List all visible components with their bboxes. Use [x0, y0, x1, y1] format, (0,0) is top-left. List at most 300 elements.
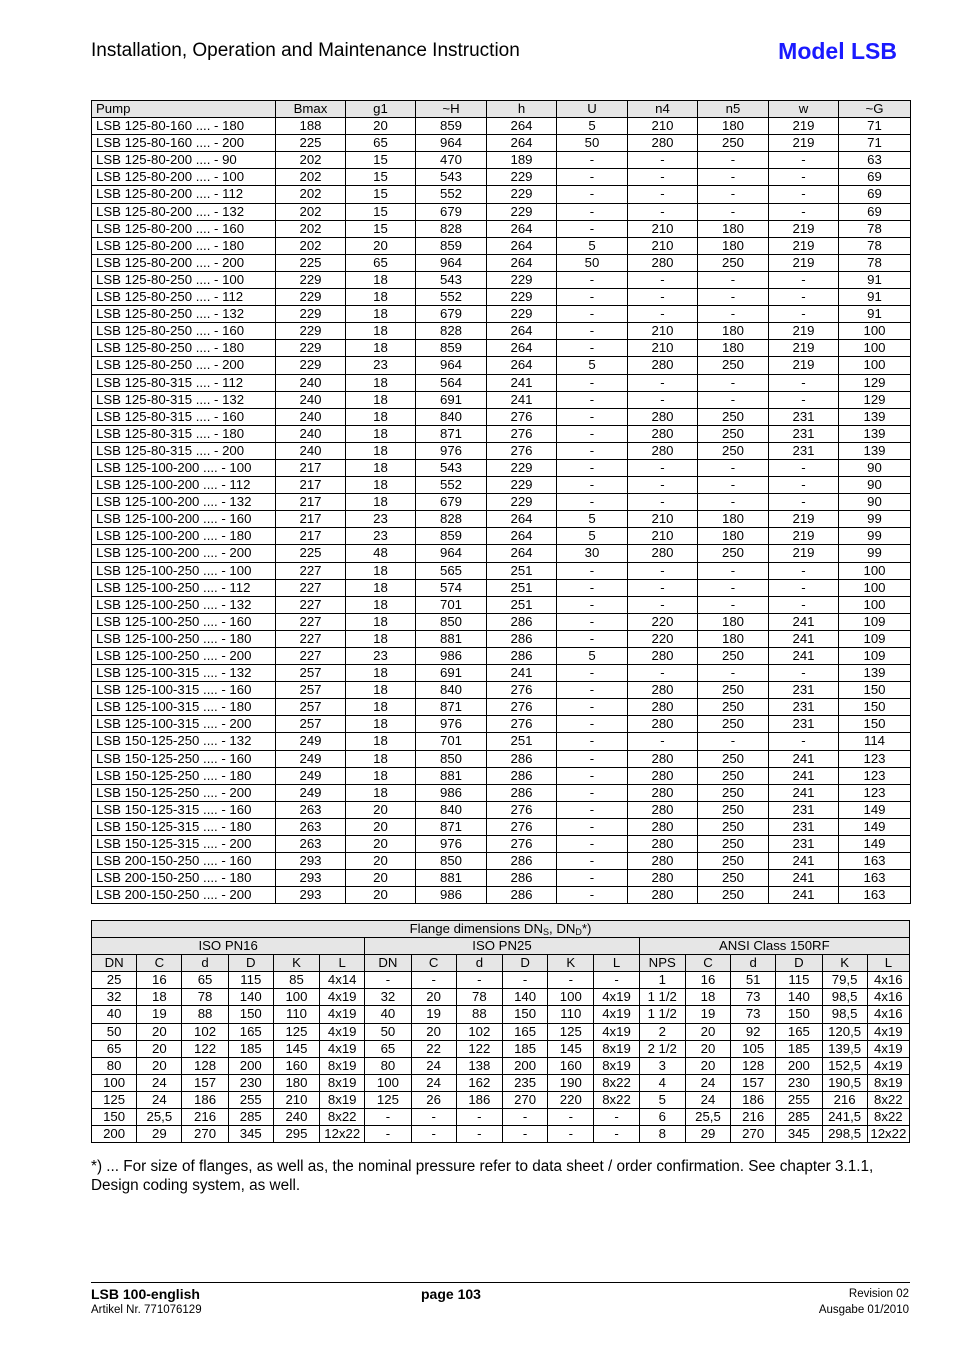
table-cell: 4x14	[320, 972, 365, 989]
table-cell: 229	[276, 323, 346, 340]
table-cell: 18	[346, 784, 416, 801]
table-row	[92, 767, 911, 784]
table-cell: 219	[769, 545, 839, 562]
table-cell: 114	[839, 733, 911, 750]
footnote: *) ... For size of flanges, as well as, the nominal pressure refer to data sheet / order confirmation. See chapter 3.1.1, Design coding system, as well.	[91, 1158, 874, 1194]
table-cell: 15	[346, 220, 416, 237]
table-row	[92, 682, 911, 699]
pump-name-cell: LSB 125-100-200 .... - 132	[92, 494, 276, 511]
table-cell: 250	[698, 425, 769, 442]
table-cell: 210	[628, 511, 698, 528]
table-row	[92, 1126, 910, 1143]
table-cell: 229	[487, 306, 557, 323]
table-cell: -	[628, 152, 698, 169]
table-cell: 986	[416, 648, 487, 665]
table-cell: -	[769, 459, 839, 476]
pump-name-cell: LSB 125-80-200 .... - 200	[92, 254, 276, 271]
table-row	[92, 972, 910, 989]
table-cell: -	[557, 596, 628, 613]
table-cell: 986	[416, 887, 487, 904]
column-header: n4	[628, 101, 698, 118]
pump-name-cell: LSB 125-100-250 .... - 132	[92, 596, 276, 613]
table-cell: 280	[628, 408, 698, 425]
pump-name-cell: LSB 125-80-160 .... - 200	[92, 135, 276, 152]
table-cell: 73	[731, 1006, 776, 1023]
table-cell: -	[628, 391, 698, 408]
table-cell: 90	[839, 477, 911, 494]
pump-name-cell: LSB 125-80-250 .... - 100	[92, 271, 276, 288]
table-cell: 180	[273, 1074, 319, 1091]
table-cell: -	[594, 972, 639, 989]
table-cell: 20	[346, 836, 416, 853]
table-cell: 250	[698, 750, 769, 767]
table-cell: 18	[346, 271, 416, 288]
table-cell: 691	[416, 665, 487, 682]
column-header: L	[867, 955, 909, 972]
pump-name-cell: LSB 125-100-200 .... - 180	[92, 528, 276, 545]
table-cell: 263	[276, 818, 346, 835]
table-cell: -	[594, 1109, 639, 1126]
table-row	[92, 306, 911, 323]
table-cell: 185	[228, 1040, 273, 1057]
table-row	[92, 459, 911, 476]
table-cell: 295	[273, 1126, 319, 1143]
table-cell: 280	[628, 699, 698, 716]
table-cell: 110	[273, 1006, 319, 1023]
table-cell: 231	[769, 408, 839, 425]
table-cell: 165	[776, 1023, 822, 1040]
table-cell: 100	[839, 340, 911, 357]
table-cell: 828	[416, 323, 487, 340]
pump-name-cell: LSB 125-80-315 .... - 160	[92, 408, 276, 425]
table-cell: 18	[346, 340, 416, 357]
table-cell: 241	[769, 648, 839, 665]
table-cell: 345	[776, 1126, 822, 1143]
table-cell: -	[698, 169, 769, 186]
table-cell: 263	[276, 801, 346, 818]
pump-name-cell: LSB 125-80-250 .... - 112	[92, 289, 276, 306]
table-cell: 976	[416, 716, 487, 733]
table-row	[92, 733, 911, 750]
table-cell: 840	[416, 682, 487, 699]
table-cell: 15	[346, 152, 416, 169]
table-cell: 701	[416, 596, 487, 613]
table-cell: -	[557, 665, 628, 682]
table-cell: 18	[346, 425, 416, 442]
table-cell: 250	[698, 818, 769, 835]
table-cell: 200	[228, 1057, 273, 1074]
table-cell: 186	[456, 1091, 502, 1108]
table-cell: 125	[273, 1023, 319, 1040]
table-row	[92, 237, 911, 254]
table-cell: 240	[276, 425, 346, 442]
flange-group-row	[92, 938, 910, 955]
pump-name-cell: LSB 150-125-250 .... - 180	[92, 767, 276, 784]
table-cell: 881	[416, 870, 487, 887]
table-cell: 100	[365, 1074, 411, 1091]
table-row	[92, 374, 911, 391]
table-cell: 20	[346, 818, 416, 835]
table-cell: -	[769, 271, 839, 288]
table-cell: -	[557, 562, 628, 579]
table-cell: 257	[276, 716, 346, 733]
table-cell: 8	[639, 1126, 685, 1143]
table-cell: 18	[137, 989, 182, 1006]
table-cell: -	[698, 186, 769, 203]
table-cell: 859	[416, 528, 487, 545]
table-cell: 701	[416, 733, 487, 750]
table-cell: 231	[769, 442, 839, 459]
table-cell: 250	[698, 784, 769, 801]
table-row	[92, 477, 911, 494]
group-ansi-150rf: ANSI Class 150RF	[639, 938, 909, 955]
table-cell: 110	[548, 1006, 594, 1023]
table-cell: 280	[628, 853, 698, 870]
table-cell: 250	[698, 801, 769, 818]
table-cell: 251	[487, 562, 557, 579]
table-cell: -	[628, 665, 698, 682]
pump-name-cell: LSB 125-100-200 .... - 160	[92, 511, 276, 528]
table-cell: 219	[769, 511, 839, 528]
table-row	[92, 203, 911, 220]
table-row	[92, 887, 911, 904]
table-row	[92, 323, 911, 340]
table-cell: 180	[698, 118, 769, 135]
pump-name-cell: LSB 150-125-250 .... - 200	[92, 784, 276, 801]
table-cell: 270	[731, 1126, 776, 1143]
table-cell: 150	[839, 716, 911, 733]
table-cell: 280	[628, 135, 698, 152]
table-cell: 216	[822, 1091, 867, 1108]
table-cell: 1	[639, 972, 685, 989]
table-cell: 50	[557, 254, 628, 271]
table-cell: 276	[487, 699, 557, 716]
table-cell: 78	[456, 989, 502, 1006]
table-cell: 32	[92, 989, 137, 1006]
table-cell: 150	[228, 1006, 273, 1023]
table-cell: 128	[731, 1057, 776, 1074]
table-cell: 63	[839, 152, 911, 169]
table-cell: -	[557, 818, 628, 835]
table-cell: 20	[411, 1023, 456, 1040]
table-cell: 80	[92, 1057, 137, 1074]
table-cell: 828	[416, 220, 487, 237]
column-header: w	[769, 101, 839, 118]
table-cell: -	[548, 1126, 594, 1143]
table-cell: 19	[411, 1006, 456, 1023]
table-cell: 186	[182, 1091, 228, 1108]
table-cell: 264	[487, 237, 557, 254]
table-cell: -	[698, 477, 769, 494]
table-cell: 216	[731, 1109, 776, 1126]
flange-title-row	[92, 921, 910, 938]
pump-name-cell: LSB 125-100-315 .... - 200	[92, 716, 276, 733]
table-cell: -	[769, 203, 839, 220]
table-cell: 264	[487, 135, 557, 152]
table-cell: 210	[628, 220, 698, 237]
table-cell: 23	[346, 357, 416, 374]
table-cell: 286	[487, 750, 557, 767]
table-row	[92, 1023, 910, 1040]
table-cell: -	[456, 1126, 502, 1143]
table-cell: 286	[487, 784, 557, 801]
table-cell: 859	[416, 118, 487, 135]
table-cell: 149	[839, 801, 911, 818]
table-row	[92, 801, 911, 818]
table-cell: 229	[487, 477, 557, 494]
table-cell: 229	[487, 186, 557, 203]
table-cell: 129	[839, 374, 911, 391]
table-cell: 202	[276, 237, 346, 254]
table-cell: 8x19	[320, 1057, 365, 1074]
table-cell: -	[698, 391, 769, 408]
table-cell: 123	[839, 784, 911, 801]
table-cell: 115	[228, 972, 273, 989]
table-row	[92, 579, 911, 596]
table-cell: -	[557, 391, 628, 408]
table-cell: 202	[276, 203, 346, 220]
table-cell: 12x22	[320, 1126, 365, 1143]
table-cell: -	[557, 459, 628, 476]
table-cell: 157	[182, 1074, 228, 1091]
table-cell: 78	[839, 237, 911, 254]
table-cell: 964	[416, 135, 487, 152]
table-cell: 986	[416, 784, 487, 801]
table-cell: 264	[487, 323, 557, 340]
table-cell: 20	[685, 1023, 730, 1040]
table-cell: -	[769, 665, 839, 682]
table-row	[92, 870, 911, 887]
table-row	[92, 853, 911, 870]
table-cell: 219	[769, 237, 839, 254]
table-cell: 18	[346, 562, 416, 579]
pump-name-cell: LSB 125-80-200 .... - 90	[92, 152, 276, 169]
table-cell: 543	[416, 459, 487, 476]
table-cell: 24	[685, 1091, 730, 1108]
table-cell: 552	[416, 289, 487, 306]
table-cell: 293	[276, 853, 346, 870]
table-cell: 139,5	[822, 1040, 867, 1057]
pump-name-cell: LSB 125-80-250 .... - 180	[92, 340, 276, 357]
table-cell: 4x19	[320, 1040, 365, 1057]
table-cell: -	[557, 750, 628, 767]
table-cell: 964	[416, 545, 487, 562]
pump-name-cell: LSB 125-100-200 .... - 100	[92, 459, 276, 476]
table-cell: 180	[698, 528, 769, 545]
table-cell: 276	[487, 818, 557, 835]
table-cell: 190,5	[822, 1074, 867, 1091]
table-cell: 250	[698, 442, 769, 459]
column-header: DN	[92, 955, 137, 972]
table-cell: -	[557, 442, 628, 459]
table-cell: 69	[839, 203, 911, 220]
table-cell: 225	[276, 545, 346, 562]
table-cell: -	[628, 733, 698, 750]
table-cell: 470	[416, 152, 487, 169]
table-cell: -	[698, 733, 769, 750]
table-cell: 345	[228, 1126, 273, 1143]
table-cell: 285	[776, 1109, 822, 1126]
pump-name-cell: LSB 150-125-315 .... - 200	[92, 836, 276, 853]
pump-name-cell: LSB 125-80-315 .... - 112	[92, 374, 276, 391]
pump-name-cell: LSB 200-150-250 .... - 180	[92, 870, 276, 887]
table-cell: -	[628, 289, 698, 306]
table-row	[92, 836, 911, 853]
table-cell: -	[769, 289, 839, 306]
table-cell: 18	[346, 716, 416, 733]
table-cell: 152,5	[822, 1057, 867, 1074]
pump-name-cell: LSB 125-80-200 .... - 112	[92, 186, 276, 203]
table-cell: 150	[839, 682, 911, 699]
table-cell: 129	[839, 391, 911, 408]
table-cell: 293	[276, 887, 346, 904]
table-cell: 2 1/2	[639, 1040, 685, 1057]
column-header: L	[320, 955, 365, 972]
table-row	[92, 1006, 910, 1023]
table-cell: -	[769, 306, 839, 323]
table-cell: 280	[628, 254, 698, 271]
table-cell: 850	[416, 613, 487, 630]
table-cell: 78	[839, 220, 911, 237]
table-cell: 225	[276, 254, 346, 271]
table-cell: 250	[698, 870, 769, 887]
table-cell: 139	[839, 665, 911, 682]
table-cell: 18	[346, 289, 416, 306]
table-cell: -	[557, 784, 628, 801]
table-cell: 217	[276, 459, 346, 476]
table-cell: -	[557, 340, 628, 357]
table-cell: 231	[769, 682, 839, 699]
table-cell: -	[769, 477, 839, 494]
table-cell: 264	[487, 340, 557, 357]
table-cell: 69	[839, 186, 911, 203]
table-cell: 122	[456, 1040, 502, 1057]
table-cell: 230	[776, 1074, 822, 1091]
table-cell: 91	[839, 289, 911, 306]
pump-name-cell: LSB 125-80-315 .... - 132	[92, 391, 276, 408]
table-cell: 280	[628, 425, 698, 442]
table-cell: 230	[228, 1074, 273, 1091]
table-cell: 29	[685, 1126, 730, 1143]
table-cell: 219	[769, 323, 839, 340]
table-cell: 229	[487, 494, 557, 511]
table-cell: -	[557, 186, 628, 203]
table-cell: -	[628, 306, 698, 323]
table-cell: 286	[487, 630, 557, 647]
table-cell: 257	[276, 665, 346, 682]
table-cell: -	[628, 579, 698, 596]
table-cell: -	[365, 972, 411, 989]
group-iso-pn25: ISO PN25	[365, 938, 639, 955]
table-cell: 229	[276, 289, 346, 306]
table-cell: 140	[228, 989, 273, 1006]
table-cell: 185	[502, 1040, 547, 1057]
table-cell: 241,5	[822, 1109, 867, 1126]
table-cell: 165	[502, 1023, 547, 1040]
table-cell: 210	[628, 340, 698, 357]
column-header: K	[273, 955, 319, 972]
table-cell: 280	[628, 801, 698, 818]
footer-edition: Ausgabe 01/2010	[818, 1304, 909, 1316]
table-cell: 217	[276, 477, 346, 494]
table-cell: 18	[346, 750, 416, 767]
table-cell: 5	[557, 357, 628, 374]
pump-name-cell: LSB 200-150-250 .... - 160	[92, 853, 276, 870]
table-cell: 150	[776, 1006, 822, 1023]
table-cell: 78	[182, 989, 228, 1006]
table-cell: -	[769, 374, 839, 391]
table-row	[92, 152, 911, 169]
table-cell: 241	[769, 870, 839, 887]
table-cell: 100	[839, 562, 911, 579]
table-cell: 50	[92, 1023, 137, 1040]
pump-name-cell: LSB 125-80-315 .... - 180	[92, 425, 276, 442]
table-cell: 240	[273, 1109, 319, 1126]
table-cell: 180	[698, 613, 769, 630]
table-cell: 15	[346, 186, 416, 203]
table-cell: 5	[557, 511, 628, 528]
table-cell: 80	[365, 1057, 411, 1074]
table-cell: 240	[276, 408, 346, 425]
column-header: U	[557, 101, 628, 118]
table-cell: 241	[769, 630, 839, 647]
table-cell: 150	[839, 699, 911, 716]
table-cell: 227	[276, 562, 346, 579]
table-cell: 125	[365, 1091, 411, 1108]
table-cell: 241	[769, 767, 839, 784]
table-cell: 73	[731, 989, 776, 1006]
table-cell: 976	[416, 442, 487, 459]
table-cell: 50	[557, 135, 628, 152]
table-cell: 564	[416, 374, 487, 391]
table-cell: -	[502, 1109, 547, 1126]
table-cell: 210	[628, 323, 698, 340]
table-cell: 859	[416, 340, 487, 357]
table-cell: 18	[346, 477, 416, 494]
table-cell: 964	[416, 254, 487, 271]
table-cell: 229	[487, 271, 557, 288]
table-cell: -	[698, 289, 769, 306]
table-cell: 88	[182, 1006, 228, 1023]
table-cell: 8x19	[320, 1091, 365, 1108]
table-cell: 210	[628, 237, 698, 254]
table-cell: 18	[346, 442, 416, 459]
table-cell: 140	[776, 989, 822, 1006]
table-cell: 840	[416, 408, 487, 425]
table-cell: 229	[487, 459, 557, 476]
table-cell: 250	[698, 135, 769, 152]
table-row	[92, 442, 911, 459]
table-cell: 217	[276, 494, 346, 511]
table-row	[92, 408, 911, 425]
table-cell: 120,5	[822, 1023, 867, 1040]
table-cell: 98,5	[822, 989, 867, 1006]
pump-name-cell: LSB 125-100-250 .... - 200	[92, 648, 276, 665]
table-cell: 100	[839, 596, 911, 613]
table-cell: 25	[92, 972, 137, 989]
table-cell: -	[698, 374, 769, 391]
table-cell: -	[698, 152, 769, 169]
table-cell: 189	[487, 152, 557, 169]
table-cell: -	[557, 477, 628, 494]
table-row	[92, 186, 911, 203]
table-cell: 276	[487, 836, 557, 853]
column-header: d	[456, 955, 502, 972]
table-cell: 840	[416, 801, 487, 818]
table-cell: -	[548, 972, 594, 989]
table-cell: 250	[698, 682, 769, 699]
table-cell: 160	[548, 1057, 594, 1074]
